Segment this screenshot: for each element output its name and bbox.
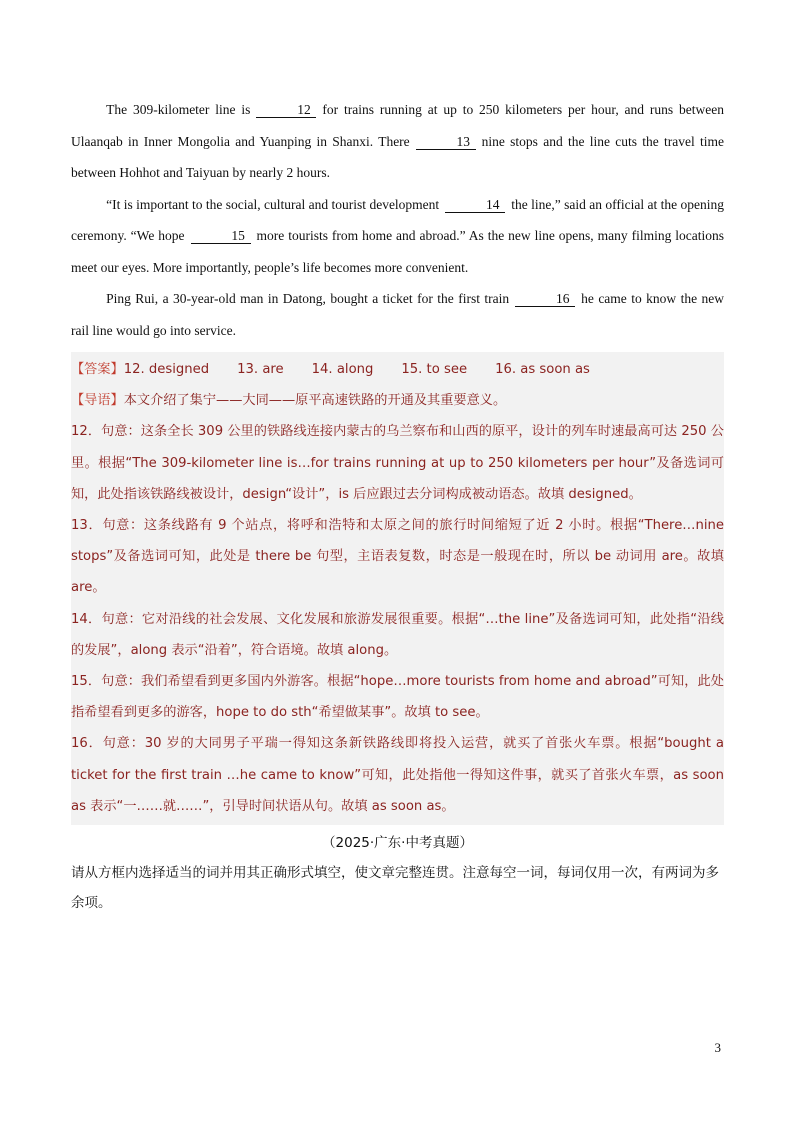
- answer-item: 16. as soon as: [495, 362, 590, 377]
- passage-text: nine stops and the line cuts the travel time between Hohhot and Taiyuan by nearly 2 hours.: [71, 133, 724, 180]
- answer-item: 15. to see: [401, 362, 468, 377]
- explanation-13: 13．句意：这条线路有 9 个站点，将呼和浩特和太原之间的旅行时间缩短了近 2 小时。根据“There…nine stops”及备选词可知，此处是 there be 句型，主语表复数，时态是一般现在时，所以 be 动词用 are。故填 are。: [71, 518, 724, 596]
- passage-text: “It is important to the social, cultural and tourist development: [106, 196, 440, 212]
- document-page: [71, 94, 724, 918]
- passage-text: The 309-kilometer line is: [106, 102, 251, 117]
- guide-label: 【导语】: [71, 393, 124, 409]
- answer-analysis-box: [71, 352, 724, 825]
- answer-item: 13. are: [237, 362, 284, 377]
- explanation-12: 12．句意：这条全长 309 公里的铁路线连接内蒙古的乌兰察布和山西的原平，设计的列车时速最高可达 250 公里。根据“The 309-kilometer line is…for trains running at up to 250 kilometers per hour”及备选词可知，此处指该铁路线被设计，design“设计”，is 后应跟过去分词构成被动语态。故填 designed。: [71, 424, 724, 502]
- explanation-14: 14．句意：它对沿线的社会发展、文化发展和旅游发展很重要。根据“…the line”及备选词可知，此处指“沿线的发展”，along 表示“沿着”，符合语境。故填 along。: [71, 611, 724, 658]
- passage-paragraph-2: [71, 189, 724, 284]
- blank-15: 15: [191, 228, 251, 244]
- answer-line: [71, 354, 724, 385]
- passage-text: more tourists from home and abroad.” As the new line opens, many filming locations meet our eyes. More importantly, people’s life becomes more convenient.: [71, 228, 725, 275]
- explanation-15: 15．句意：我们希望看到更多国内外游客。根据“hope…more tourists from home and abroad”可知，此处指希望看到更多的游客，hope to do sth“希望做某事”。故填 to see。: [71, 674, 724, 721]
- question-source: （2025·广东·中考真题）: [322, 835, 473, 852]
- explanation-16: 16．句意：30 岁的大同男子平瑞一得知这条新铁路线即将投入运营，就买了首张火车票。根据“bought a ticket for the first train …he came to know”可知，此处指他一得知这件事，就买了首张火车票，as soon as 表示“一……就……”，引导时间状语从句。故填 as soon as。: [71, 736, 724, 814]
- blank-16: 16: [515, 291, 575, 307]
- guide-line: [71, 385, 724, 416]
- answer-item: 12. designed: [123, 362, 210, 377]
- blank-14: 14: [445, 197, 505, 213]
- answer-item: 14. along: [311, 362, 374, 377]
- blank-12: 12: [256, 102, 316, 118]
- passage-text: for trains running at up to 250 kilometers per hour, and runs between Ulaanqab in Inner Mongolia and Yuanping in Shanxi. There: [71, 102, 725, 149]
- guide-text: 本文介绍了集宁——大同——原平高速铁路的开通及其重要意义。: [123, 393, 507, 409]
- blank-13: 13: [416, 134, 476, 150]
- passage-text: the line,” said an official at the opening ceremony. “We hope: [71, 196, 724, 243]
- question-instruction: 请从方框内选择适当的词并用其正确形式填空，使文章完整连贯。注意每空一词，每词仅用一次，有两词为多余项。: [71, 865, 719, 912]
- passage-paragraph-1: [71, 94, 724, 189]
- passage-text: Ping Rui, a 30-year-old man in Datong, bought a ticket for the first train: [106, 291, 510, 306]
- page-number: 3: [714, 1040, 721, 1055]
- passage-text: he came to know the new rail line would go into service.: [71, 291, 725, 338]
- answer-label: 【答案】: [71, 362, 124, 377]
- passage-paragraph-3: [71, 283, 724, 346]
